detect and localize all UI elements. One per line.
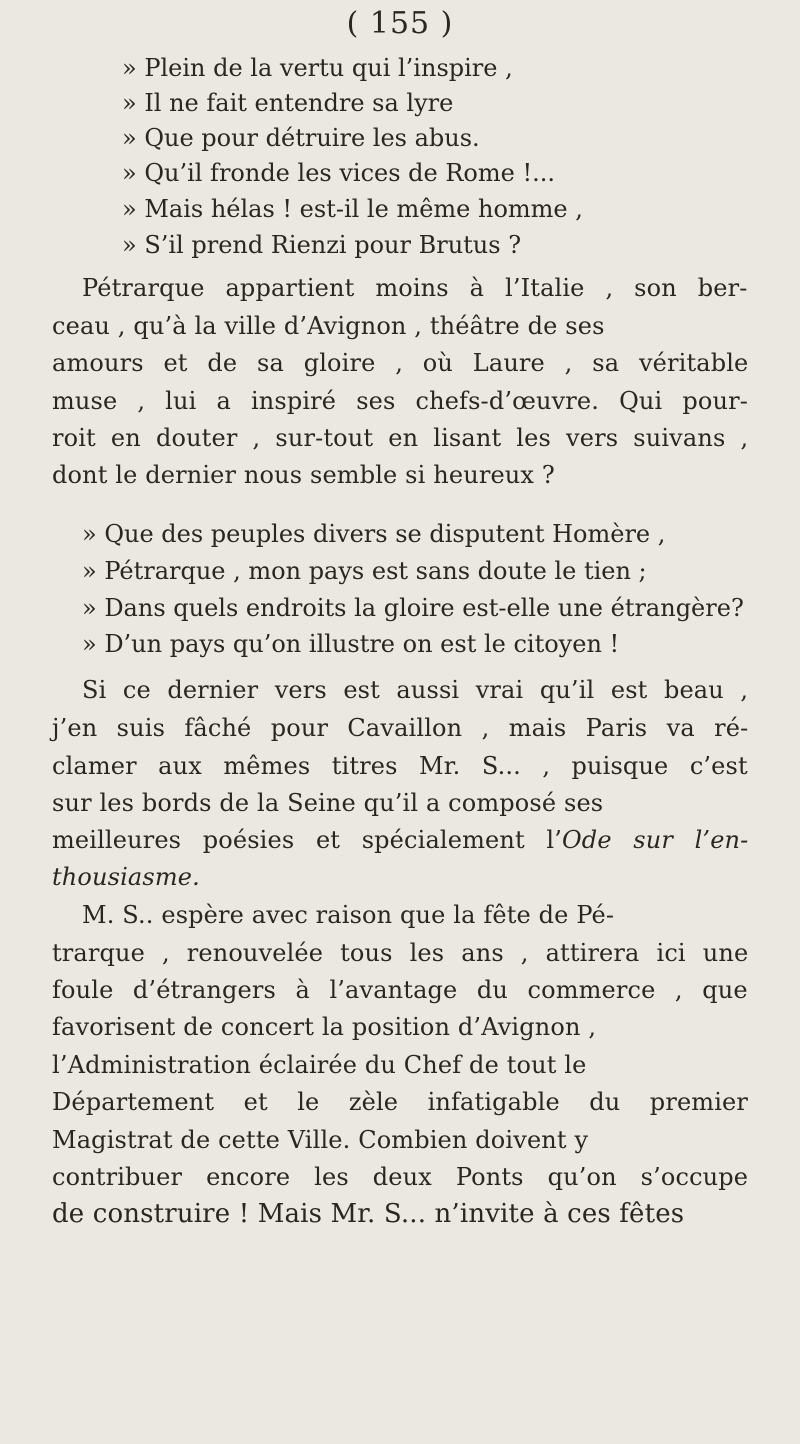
paragraph-line: ceau , qu’à la ville d’Avignon , théâtre de ses bbox=[52, 312, 605, 340]
page-number: ( 155 ) bbox=[346, 6, 454, 41]
paragraph-line: Département et le zèle infatigable du premier bbox=[52, 1088, 749, 1116]
verse-line: » Qu’il fronde les vices de Rome !... bbox=[122, 159, 555, 187]
verse-line: » S’il prend Rienzi pour Brutus ? bbox=[122, 231, 522, 259]
paragraph-line: amours et de sa gloire , où Laure , sa véritable bbox=[52, 349, 749, 377]
paragraph-line: clamer aux mêmes titres Mr. S... , puisque c’est bbox=[52, 752, 748, 780]
paragraph-line: j’en suis fâché pour Cavaillon , mais Paris va ré- bbox=[52, 714, 749, 742]
verse-line: » Dans quels endroits la gloire est-elle une étrangère? bbox=[82, 594, 744, 622]
paragraph-line bbox=[52, 824, 748, 856]
paragraph-line: contribuer encore les deux Ponts qu’on s’occupe bbox=[52, 1163, 749, 1191]
paragraph-line: sur les bords de la Seine qu’il a composé ses bbox=[52, 789, 604, 817]
paragraph-line: Si ce dernier vers est aussi vrai qu’il est beau , bbox=[82, 676, 749, 704]
verse-line: » Pétrarque , mon pays est sans doute le tien ; bbox=[82, 557, 647, 585]
paragraph-line: de construire ! Mais Mr. S... n’invite à ces fêtes bbox=[52, 1199, 685, 1229]
paragraph-line: dont le dernier nous semble si heureux ? bbox=[52, 461, 555, 489]
paragraph-line: roit en douter , sur-tout en lisant les vers suivans , bbox=[52, 424, 749, 452]
paragraph-line: muse , lui a inspiré ses chefs-d’œuvre. Qui pour- bbox=[52, 387, 748, 415]
ode-title: Ode sur l’en- bbox=[561, 826, 749, 854]
paragraph-line: l’Administration éclairée du Chef de tout le bbox=[52, 1051, 587, 1079]
paragraph-line bbox=[52, 861, 200, 893]
paragraph-text: meilleures poésies et spécialement l’ bbox=[52, 826, 562, 854]
paragraph-line: trarque , renouvelée tous les ans , attirera ici une bbox=[52, 939, 749, 967]
paragraph-line: Pétrarque appartient moins à l’Italie , son ber- bbox=[82, 274, 748, 302]
verse-line: » Que des peuples divers se disputent Homère , bbox=[82, 520, 666, 548]
verse-line: » Que pour détruire les abus. bbox=[122, 124, 480, 152]
verse-line: » D’un pays qu’on illustre on est le citoyen ! bbox=[82, 630, 620, 658]
verse-line: » Plein de la vertu qui l’inspire , bbox=[122, 54, 513, 82]
ode-title: thousiasme. bbox=[52, 863, 200, 891]
verse-line: » Mais hélas ! est-il le même homme , bbox=[122, 195, 583, 223]
verse-line: » Il ne fait entendre sa lyre bbox=[122, 89, 454, 117]
paragraph-line: Magistrat de cette Ville. Combien doivent y bbox=[52, 1126, 589, 1154]
paragraph-line: favorisent de concert la position d’Avignon , bbox=[52, 1013, 597, 1041]
paragraph-line: M. S.. espère avec raison que la fête de Pé- bbox=[82, 901, 615, 929]
paragraph-line: foule d’étrangers à l’avantage du commerce , que bbox=[52, 976, 748, 1004]
